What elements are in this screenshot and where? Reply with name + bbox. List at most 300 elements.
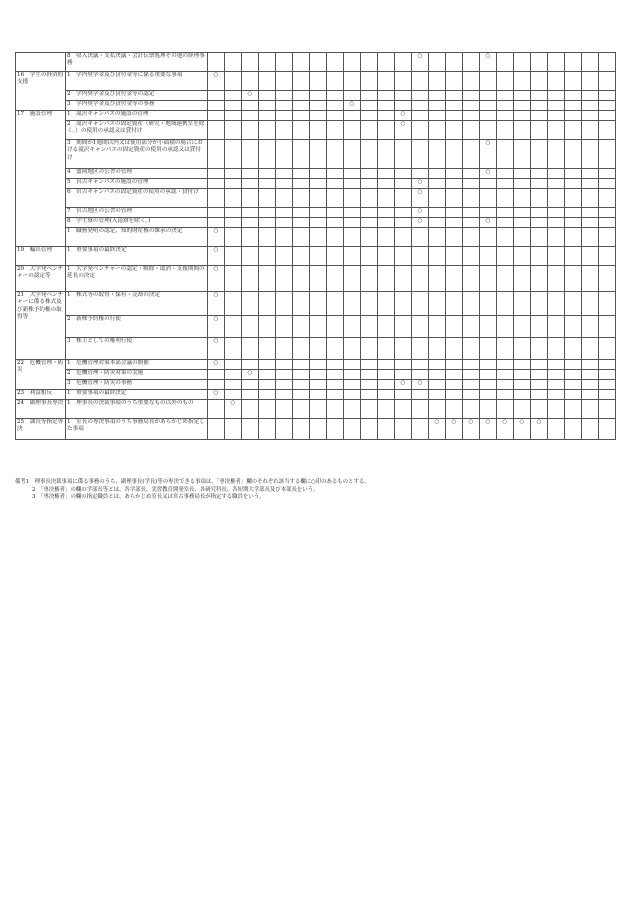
authority-mark: ○ xyxy=(429,419,446,440)
authority-cell xyxy=(463,338,480,360)
authority-cell xyxy=(412,266,429,292)
authority-cell xyxy=(497,247,514,266)
authority-cell xyxy=(259,228,276,247)
authority-cell xyxy=(480,338,497,360)
authority-cell xyxy=(395,189,412,208)
authority-cell xyxy=(242,53,259,72)
authority-mark: ○ xyxy=(463,419,480,440)
authority-cell xyxy=(293,338,310,360)
authority-cell xyxy=(310,53,327,72)
item-cell: 4 盛岡地区の公舎の管理 xyxy=(66,169,208,179)
authority-cell xyxy=(446,179,463,189)
authority-cell xyxy=(599,419,616,440)
authority-cell xyxy=(548,121,565,140)
authority-cell xyxy=(412,400,429,419)
item-cell: 1 理事長の決裁事項のうち重要なもの以外のもの xyxy=(66,400,208,419)
authority-cell xyxy=(463,247,480,266)
authority-cell xyxy=(548,292,565,316)
authority-cell xyxy=(242,169,259,179)
authority-cell xyxy=(480,247,497,266)
category-cell: 24 副理事長専決 xyxy=(16,400,66,419)
authority-cell xyxy=(225,111,242,121)
authority-cell xyxy=(293,266,310,292)
authority-cell xyxy=(497,121,514,140)
authority-cell xyxy=(599,53,616,72)
authority-cell xyxy=(463,91,480,101)
authority-cell xyxy=(582,218,599,228)
authority-cell xyxy=(293,292,310,316)
item-cell: 5 宮古キャンパスの施設の管理 xyxy=(66,179,208,189)
authority-cell xyxy=(565,390,582,400)
authority-cell xyxy=(259,208,276,218)
authority-cell xyxy=(344,53,361,72)
authority-cell xyxy=(242,292,259,316)
category-cell xyxy=(16,53,66,72)
authority-cell xyxy=(548,419,565,440)
authority-cell xyxy=(378,338,395,360)
authority-cell xyxy=(548,179,565,189)
item-cell: 2 新株予約権の行使 xyxy=(66,316,208,338)
authority-cell xyxy=(463,316,480,338)
authority-cell xyxy=(208,370,225,380)
authority-cell xyxy=(293,189,310,208)
item-cell: 1 危機管理対策本部会議の開催 xyxy=(66,360,208,370)
authority-cell xyxy=(514,218,531,228)
authority-cell xyxy=(259,247,276,266)
authority-mark: ○ xyxy=(208,360,225,370)
authority-cell xyxy=(429,380,446,390)
authority-cell xyxy=(599,228,616,247)
authority-cell xyxy=(531,247,548,266)
authority-cell xyxy=(344,292,361,316)
authority-cell xyxy=(463,179,480,189)
authority-cell xyxy=(599,189,616,208)
authority-cell xyxy=(344,111,361,121)
authority-cell xyxy=(429,316,446,338)
item-cell: 1 株式等の取得・保有・売却の決定 xyxy=(66,292,208,316)
authority-cell xyxy=(429,72,446,91)
authority-cell xyxy=(378,419,395,440)
authority-cell xyxy=(548,169,565,179)
authority-cell xyxy=(531,121,548,140)
authority-cell xyxy=(276,316,293,338)
authority-cell xyxy=(565,72,582,91)
authority-cell xyxy=(327,189,344,208)
authority-cell xyxy=(582,360,599,370)
authority-mark: ○ xyxy=(480,419,497,440)
authority-cell xyxy=(565,247,582,266)
item-cell: 3 株主としての権利行使 xyxy=(66,338,208,360)
authority-cell xyxy=(480,121,497,140)
authority-cell xyxy=(242,208,259,218)
table-row xyxy=(16,101,616,111)
authority-cell xyxy=(242,111,259,121)
authority-cell xyxy=(208,208,225,218)
authority-cell xyxy=(446,91,463,101)
authority-cell xyxy=(225,208,242,218)
authority-cell xyxy=(582,338,599,360)
authority-cell xyxy=(480,360,497,370)
authority-cell xyxy=(327,419,344,440)
authority-cell xyxy=(565,380,582,390)
authority-cell xyxy=(310,179,327,189)
authority-cell xyxy=(344,370,361,380)
authority-cell xyxy=(497,169,514,179)
authority-cell xyxy=(548,189,565,208)
authority-cell xyxy=(599,179,616,189)
authority-mark: ○ xyxy=(480,53,497,72)
authority-cell xyxy=(514,53,531,72)
authority-cell xyxy=(429,360,446,370)
authority-cell xyxy=(276,247,293,266)
authority-cell xyxy=(293,111,310,121)
authority-cell xyxy=(293,53,310,72)
authority-cell xyxy=(514,316,531,338)
item-cell: 3 危機管理・防災の事務 xyxy=(66,380,208,390)
authority-cell xyxy=(293,360,310,370)
authority-cell xyxy=(225,91,242,101)
authority-cell xyxy=(361,91,378,101)
authority-mark: ○ xyxy=(395,111,412,121)
item-cell: 8 学生寮の管理(入退寮を除く。) xyxy=(66,218,208,228)
authority-cell xyxy=(514,247,531,266)
authority-cell xyxy=(259,292,276,316)
authority-cell xyxy=(497,179,514,189)
authority-cell xyxy=(344,169,361,179)
authority-cell xyxy=(361,140,378,169)
authority-cell xyxy=(548,380,565,390)
authority-cell xyxy=(514,121,531,140)
authority-cell xyxy=(548,218,565,228)
authority-cell xyxy=(531,400,548,419)
authority-cell xyxy=(293,91,310,101)
authority-cell xyxy=(361,400,378,419)
authority-cell xyxy=(412,419,429,440)
authority-cell xyxy=(599,208,616,218)
authority-cell xyxy=(225,292,242,316)
authority-cell xyxy=(429,179,446,189)
authority-cell xyxy=(344,121,361,140)
authority-cell xyxy=(412,228,429,247)
authority-cell xyxy=(276,53,293,72)
authority-cell xyxy=(242,419,259,440)
authority-cell xyxy=(463,189,480,208)
authority-cell xyxy=(242,400,259,419)
authority-cell xyxy=(429,218,446,228)
authority-cell xyxy=(259,390,276,400)
authority-cell xyxy=(361,380,378,390)
authority-cell xyxy=(599,380,616,390)
authority-cell xyxy=(395,360,412,370)
authority-cell xyxy=(463,380,480,390)
authority-cell xyxy=(565,91,582,101)
authority-cell xyxy=(395,228,412,247)
authority-cell xyxy=(412,338,429,360)
authority-mark: ○ xyxy=(412,208,429,218)
authority-cell xyxy=(531,189,548,208)
authority-cell xyxy=(599,169,616,179)
authority-cell xyxy=(208,419,225,440)
authority-cell xyxy=(480,101,497,111)
table-row xyxy=(16,53,616,72)
authority-cell xyxy=(412,292,429,316)
authority-cell xyxy=(395,218,412,228)
authority-cell xyxy=(531,111,548,121)
table-row xyxy=(16,360,616,370)
authority-cell xyxy=(293,208,310,218)
authority-cell xyxy=(531,72,548,91)
authority-cell xyxy=(412,169,429,179)
authority-cell xyxy=(395,101,412,111)
authority-cell xyxy=(276,390,293,400)
authority-cell xyxy=(378,111,395,121)
category-cell: 21 大学発ベンチャーに係る株式及び新株予約権の取得等 xyxy=(16,292,66,360)
authority-cell xyxy=(582,208,599,218)
authority-cell xyxy=(378,370,395,380)
table-row xyxy=(16,380,616,390)
authority-cell xyxy=(565,338,582,360)
category-cell: 22 危機管理・防災 xyxy=(16,360,66,390)
authority-cell xyxy=(208,189,225,208)
authority-cell xyxy=(582,111,599,121)
authority-cell xyxy=(276,218,293,228)
authority-cell xyxy=(531,179,548,189)
authority-cell xyxy=(293,169,310,179)
authority-cell xyxy=(497,111,514,121)
authority-cell xyxy=(463,53,480,72)
category-cell: 16 学生の経済的支援 xyxy=(16,72,66,111)
authority-cell xyxy=(259,179,276,189)
authority-cell xyxy=(327,169,344,179)
authority-cell xyxy=(361,292,378,316)
authority-cell xyxy=(378,140,395,169)
authority-cell xyxy=(242,228,259,247)
authority-cell xyxy=(497,338,514,360)
authority-cell xyxy=(514,266,531,292)
authority-cell xyxy=(276,400,293,419)
authority-cell xyxy=(497,218,514,228)
authority-cell xyxy=(548,53,565,72)
authority-cell xyxy=(259,121,276,140)
authority-cell xyxy=(310,380,327,390)
remark-note-3: 3 「専決権者」の欄の指定職員とは、あらかじめ室長又は宮古事務局長が指定する職員をいう。 xyxy=(32,494,265,501)
authority-cell xyxy=(327,140,344,169)
authority-cell xyxy=(276,380,293,390)
authority-cell xyxy=(463,121,480,140)
authority-cell xyxy=(429,53,446,72)
authority-cell xyxy=(395,316,412,338)
authority-cell xyxy=(412,72,429,91)
authority-cell xyxy=(429,390,446,400)
authority-cell xyxy=(361,53,378,72)
item-cell: 7 宮古地区の公舎の管理 xyxy=(66,208,208,218)
authority-cell xyxy=(412,370,429,380)
authority-cell xyxy=(548,390,565,400)
authority-mark: ○ xyxy=(208,247,225,266)
remark-note-1: 備考1 理事長決裁事項に係る事務のうち、副理事長(学長)等の専決できる事項は、「専決権者」欄のそれぞれ該当する欄に○印のあるものとする。 xyxy=(15,479,370,485)
authority-cell xyxy=(242,101,259,111)
item-cell: 1 滝沢キャンパスの施設の管理 xyxy=(66,111,208,121)
authority-cell xyxy=(344,218,361,228)
authority-cell xyxy=(361,72,378,91)
authority-mark: ○ xyxy=(480,140,497,169)
authority-cell xyxy=(327,121,344,140)
authority-cell xyxy=(259,91,276,101)
authority-cell xyxy=(463,400,480,419)
authority-cell xyxy=(225,338,242,360)
authority-mark: ○ xyxy=(412,53,429,72)
authority-cell xyxy=(327,400,344,419)
authority-cell xyxy=(208,400,225,419)
authority-cell xyxy=(446,228,463,247)
authority-cell xyxy=(225,189,242,208)
authority-cell xyxy=(463,218,480,228)
authority-cell xyxy=(599,370,616,380)
authority-cell xyxy=(310,91,327,101)
authority-cell xyxy=(344,390,361,400)
authority-cell xyxy=(582,91,599,101)
authority-cell xyxy=(293,218,310,228)
authority-cell xyxy=(582,72,599,91)
authority-cell xyxy=(548,370,565,380)
authority-cell xyxy=(378,218,395,228)
authority-cell xyxy=(327,360,344,370)
authority-cell xyxy=(276,179,293,189)
authority-cell xyxy=(429,91,446,101)
authority-cell xyxy=(429,370,446,380)
authority-cell xyxy=(497,91,514,101)
authority-cell xyxy=(361,390,378,400)
authority-cell xyxy=(344,380,361,390)
authority-cell xyxy=(293,390,310,400)
authority-cell xyxy=(361,179,378,189)
authority-cell xyxy=(225,370,242,380)
authority-cell xyxy=(276,208,293,218)
authority-cell xyxy=(463,292,480,316)
authority-mark: ○ xyxy=(446,419,463,440)
authority-cell xyxy=(361,247,378,266)
authority-cell xyxy=(225,179,242,189)
authority-cell xyxy=(582,101,599,111)
authority-cell xyxy=(548,208,565,218)
authority-cell xyxy=(361,208,378,218)
authority-cell xyxy=(429,266,446,292)
authority-cell xyxy=(310,121,327,140)
authority-cell xyxy=(599,140,616,169)
table-row xyxy=(16,218,616,228)
authority-cell xyxy=(463,390,480,400)
authority-cell xyxy=(429,169,446,179)
authority-cell xyxy=(446,140,463,169)
authority-cell xyxy=(259,316,276,338)
category-cell: 19 輸出管理 xyxy=(16,247,66,266)
authority-cell xyxy=(344,189,361,208)
authority-cell xyxy=(582,370,599,380)
authority-cell xyxy=(293,179,310,189)
authority-cell xyxy=(412,247,429,266)
authority-cell xyxy=(446,316,463,338)
authority-cell xyxy=(378,72,395,91)
authority-cell xyxy=(276,370,293,380)
authority-cell xyxy=(242,121,259,140)
authority-cell xyxy=(463,266,480,292)
authority-cell xyxy=(531,266,548,292)
authority-cell xyxy=(276,111,293,121)
authority-cell xyxy=(327,390,344,400)
authority-cell xyxy=(412,111,429,121)
authority-cell xyxy=(548,91,565,101)
authority-mark: ○ xyxy=(412,218,429,228)
authority-cell xyxy=(599,338,616,360)
authority-cell xyxy=(259,338,276,360)
table-row xyxy=(16,121,616,140)
authority-cell xyxy=(361,169,378,179)
authority-cell xyxy=(531,292,548,316)
authority-cell xyxy=(378,380,395,390)
authority-cell xyxy=(242,360,259,370)
authority-cell xyxy=(208,91,225,101)
authority-cell xyxy=(531,360,548,370)
authority-cell xyxy=(565,218,582,228)
authority-cell xyxy=(293,316,310,338)
authority-cell xyxy=(225,247,242,266)
authority-cell xyxy=(361,121,378,140)
table-row xyxy=(16,179,616,189)
authority-cell xyxy=(565,370,582,380)
authority-mark: ○ xyxy=(412,179,429,189)
authority-cell xyxy=(582,247,599,266)
authority-cell xyxy=(395,179,412,189)
authority-cell xyxy=(327,218,344,228)
authority-cell xyxy=(548,360,565,370)
authority-cell xyxy=(514,360,531,370)
authority-cell xyxy=(565,121,582,140)
authority-cell xyxy=(395,169,412,179)
authority-cell xyxy=(225,419,242,440)
authority-cell xyxy=(412,121,429,140)
authority-cell xyxy=(259,189,276,208)
authority-cell xyxy=(395,370,412,380)
authority-cell xyxy=(565,189,582,208)
authority-cell xyxy=(208,121,225,140)
authority-cell xyxy=(565,208,582,218)
authority-cell xyxy=(480,72,497,91)
authority-cell xyxy=(208,380,225,390)
authority-cell xyxy=(565,292,582,316)
authority-cell xyxy=(242,316,259,338)
authority-cell xyxy=(378,121,395,140)
authority-cell xyxy=(225,121,242,140)
authority-cell xyxy=(327,316,344,338)
authority-cell xyxy=(514,370,531,380)
authority-cell xyxy=(582,419,599,440)
authority-cell xyxy=(259,101,276,111)
authority-cell xyxy=(259,169,276,179)
authority-cell xyxy=(395,247,412,266)
authority-cell xyxy=(259,380,276,390)
authority-cell xyxy=(497,101,514,111)
table-row xyxy=(16,316,616,338)
authority-cell xyxy=(361,101,378,111)
authority-table xyxy=(15,52,616,440)
authority-cell xyxy=(293,380,310,390)
authority-cell xyxy=(310,370,327,380)
table-row xyxy=(16,140,616,169)
authority-cell xyxy=(378,179,395,189)
authority-cell xyxy=(395,53,412,72)
authority-cell xyxy=(225,53,242,72)
authority-cell xyxy=(565,360,582,370)
